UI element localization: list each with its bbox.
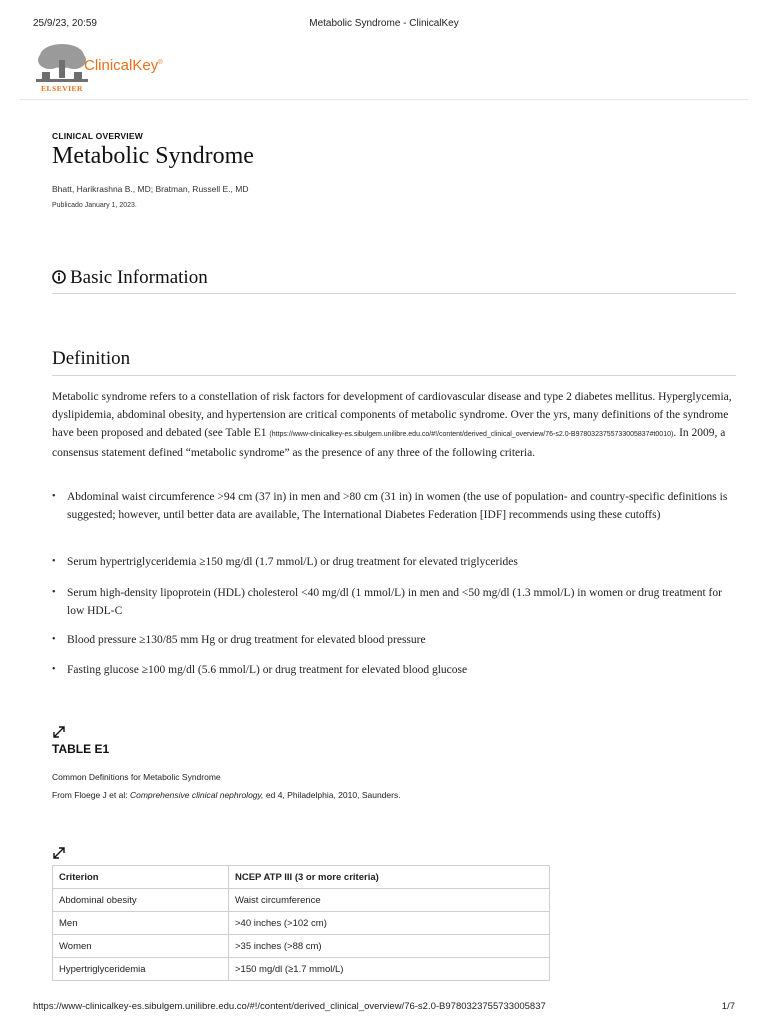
list-item <box>52 631 736 649</box>
table-cell: Men <box>53 912 229 935</box>
table-cell: >40 inches (>102 cm) <box>229 912 550 935</box>
header-divider <box>20 99 748 100</box>
definition-paragraph <box>52 388 736 462</box>
table-header-row <box>53 866 550 889</box>
criterion-text: Abdominal waist circumference >94 cm (37 in) in men and >80 cm (31 in) in women (the use of population- and country-specific definitions is suggested; however, until better data are available, The International Diabetes Federation [IDF] recommends using these cutoffs) <box>67 491 728 521</box>
page-number: 1/7 <box>721 1001 735 1012</box>
criterion-text: Serum high-density lipoprotein (HDL) cholesterol <40 mg/dl (1 mmol/L) in men and <50 mg/dl (1.3 mmol/L) in women or drug treatment for low HDL-C <box>67 587 722 617</box>
criterion-text: Fasting glucose ≥100 mg/dl (5.6 mmol/L) or drug treatment for elevated blood glucose <box>67 664 468 676</box>
bullet-icon: • <box>52 556 56 567</box>
table-cell: Women <box>53 935 229 958</box>
table-cell: Waist circumference <box>229 889 550 912</box>
bullet-icon: • <box>52 664 56 675</box>
table-cell: >35 inches (>88 cm) <box>229 935 550 958</box>
bullet-icon: • <box>52 634 56 645</box>
bullet-icon: • <box>52 587 56 598</box>
table-cell: Abdominal obesity <box>53 889 229 912</box>
table-source <box>52 790 401 800</box>
print-title: Metabolic Syndrome - ClinicalKey <box>309 18 459 29</box>
section-divider <box>52 375 736 376</box>
elsevier-tree-icon <box>32 42 92 84</box>
list-item <box>52 488 736 524</box>
print-date: 25/9/23, 20:59 <box>33 18 97 29</box>
table-row <box>53 958 550 981</box>
authors: Bhatt, Harikrashna B., MD; Bratman, Russell E., MD <box>52 184 249 194</box>
expand-icon[interactable] <box>52 846 66 860</box>
published-date: Publicado January 1, 2023. <box>52 202 137 209</box>
column-header: Criterion <box>53 866 229 889</box>
page-title: Metabolic Syndrome <box>52 143 254 169</box>
list-item <box>52 553 736 571</box>
expand-icon[interactable] <box>52 725 66 739</box>
content-type-label: CLINICAL OVERVIEW <box>52 131 143 141</box>
section-heading-definition: Definition <box>52 348 131 369</box>
definition-text-end: . In 2009, a consensus statement defined “metabolic syndrome” as the presence of any three of the following criteria. <box>52 427 726 459</box>
table-e1-link[interactable]: (https://www-clinicalkey-es.sibulgem.unilibre.edu.co/#!/content/derived_clinical_overview/76-s2.0-B9780323755733005837#t0010) <box>269 431 674 438</box>
column-header: NCEP ATP III (3 or more criteria) <box>229 866 550 889</box>
elsevier-logo[interactable] <box>32 42 92 94</box>
definition-text-start: Metabolic syndrome refers to a constellation of risk factors for development of cardiovascular disease and type 2 diabetes mellitus. Hyperglycemia, dyslipidemia, abdominal obesity, and hypertension are critical components of metabolic syndrome. Over the yrs, many definitions of the syndrome have been proposed and debated (see Table E1 <box>52 391 732 439</box>
clinicalkey-logo[interactable] <box>84 57 163 74</box>
bullet-icon: • <box>52 491 56 502</box>
section-divider <box>52 293 736 294</box>
table-row <box>53 935 550 958</box>
table-row <box>53 912 550 935</box>
source-prefix: From Floege J et al: <box>52 790 130 800</box>
brand-mark: ® <box>158 60 163 66</box>
source-suffix: ed 4, Philadelphia, 2010, Saunders. <box>263 790 401 800</box>
table-cell: Hypertriglyceridemia <box>53 958 229 981</box>
brand-name: ClinicalKey <box>84 57 159 74</box>
list-item <box>52 661 736 679</box>
table-label: TABLE E1 <box>52 742 110 756</box>
section-title-basic: Basic Information <box>70 267 208 288</box>
table-cell: >150 mg/dl (≥1.7 mmol/L) <box>229 958 550 981</box>
elsevier-wordmark: ELSEVIER <box>41 84 83 93</box>
table-row <box>53 889 550 912</box>
definitions-table <box>52 865 550 981</box>
criterion-text: Blood pressure ≥130/85 mm Hg or drug treatment for elevated blood pressure <box>67 634 426 646</box>
table-caption: Common Definitions for Metabolic Syndrome <box>52 772 221 782</box>
section-heading-basic-information[interactable] <box>52 267 208 289</box>
print-url: https://www-clinicalkey-es.sibulgem.unilibre.edu.co/#!/content/derived_clinical_overview/76-s2.0-B9780323755733005837 <box>33 1001 546 1012</box>
criterion-text: Serum hypertriglyceridemia ≥150 mg/dl (1.7 mmol/L) or drug treatment for elevated triglycerides <box>67 556 518 568</box>
info-icon <box>52 270 66 284</box>
source-title: Comprehensive clinical nephrology, <box>129 790 264 800</box>
list-item <box>52 584 736 620</box>
